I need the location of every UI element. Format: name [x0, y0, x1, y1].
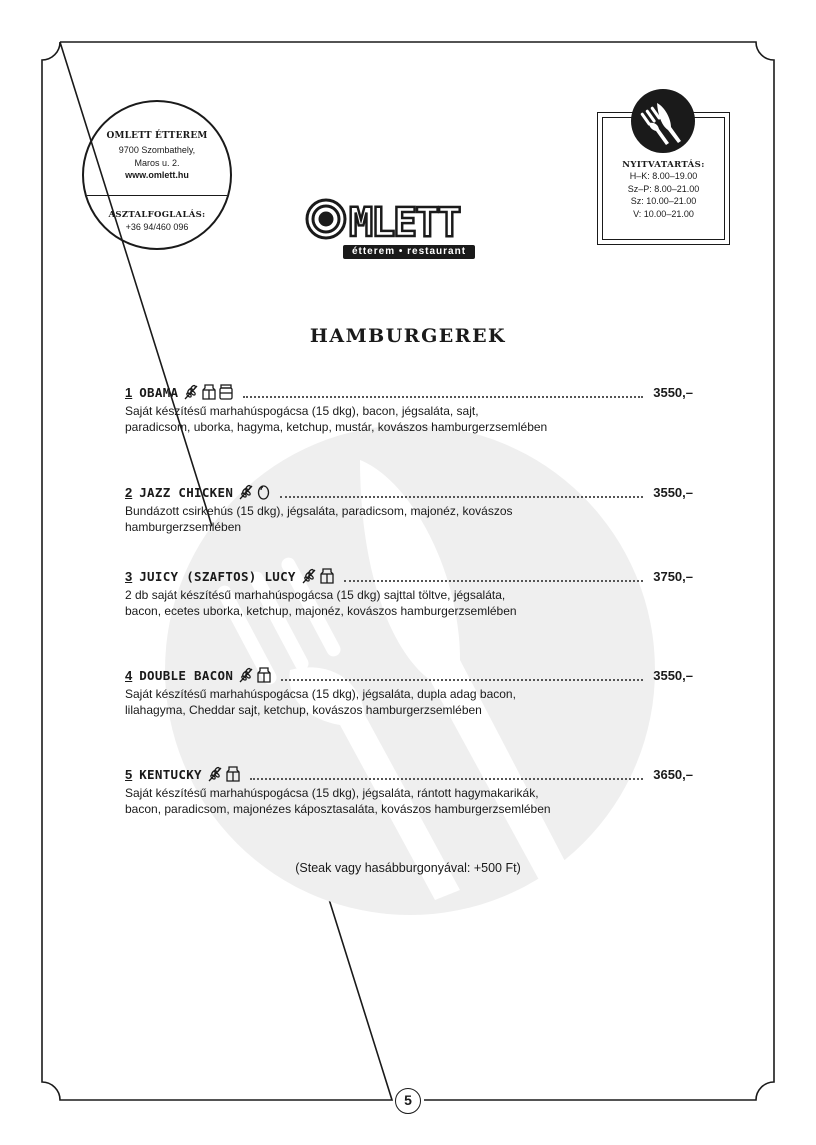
item-name: DOUBLE BACON [139, 667, 234, 683]
description-line: 2 db saját készítésű marhahúspogácsa (15 dkg) sajttal töltve, jégsaláta, [125, 588, 506, 602]
item-number: 2 [125, 484, 133, 500]
address-line: Maros u. 2. [134, 157, 180, 168]
menu-item [125, 666, 693, 718]
item-description [125, 587, 555, 619]
item-number: 5 [125, 766, 133, 782]
egg-icon [257, 484, 270, 500]
item-number: 3 [125, 568, 133, 584]
opening-hours [597, 160, 730, 220]
dot-leader [280, 487, 643, 498]
allergen-icons [301, 568, 334, 584]
description-line: bacon, paradicsom, majonézes káposztasaláta, kovászos hamburgerzsemlében [125, 802, 551, 816]
logo-wordmark [305, 198, 510, 244]
description-line: Saját készítésű marhahúspogácsa (15 dkg), jégsaláta, rántott hagymakarikák, [125, 786, 539, 800]
logo-subtitle: étterem • restaurant [343, 245, 475, 259]
menu-item-header [125, 765, 693, 783]
page-number: 5 [395, 1088, 421, 1114]
item-name: OBAMA [139, 384, 179, 400]
item-number: 1 [125, 384, 133, 400]
menu-item-header [125, 483, 693, 501]
milk-carton-icon [226, 766, 240, 782]
section-title: HAMBURGEREK [309, 325, 507, 347]
logo-text: MLETT [349, 200, 460, 244]
hours-line: V: 10.00–21.00 [633, 208, 694, 219]
item-price: 3550,– [653, 384, 693, 400]
item-name: JAZZ CHICKEN [139, 484, 234, 500]
divider [84, 195, 230, 196]
side-dish-note: (Steak vagy hasábburgonyával: +500 Ft) [295, 861, 521, 875]
hours-line: Sz: 10.00–21.00 [630, 196, 697, 206]
menu-item-header [125, 567, 693, 585]
menu-item [125, 765, 693, 817]
description-line: Saját készítésű marhahúspogácsa (15 dkg), bacon, jégsaláta, sajt, [125, 404, 479, 418]
item-number: 4 [125, 667, 133, 683]
description-line: Saját készítésű marhahúspogácsa (15 dkg), jégsaláta, dupla adag bacon, [125, 687, 516, 701]
wheat-icon [238, 667, 254, 683]
item-price: 3650,– [653, 766, 693, 782]
item-name: JUICY (SZAFTOS) LUCY [139, 568, 296, 584]
item-description [125, 785, 555, 817]
dot-leader [250, 769, 643, 780]
menu-item [125, 383, 693, 435]
menu-item-header [125, 666, 693, 684]
website-link[interactable]: www.omlett.hu [125, 170, 189, 180]
description-line: paradicsom, uborka, hagyma, ketchup, mustár, kovászos hamburgerzsemlében [125, 420, 548, 434]
reservation-phone[interactable]: +36 94/460 096 [125, 222, 189, 232]
allergen-icons [238, 484, 270, 500]
contact-badge [82, 100, 232, 250]
restaurant-address [84, 144, 230, 182]
mustard-jar-icon [219, 384, 233, 400]
restaurant-name: OMLETT ÉTTEREM [106, 131, 208, 141]
description-line: lilahagyma, Cheddar sajt, ketchup, kovászos hamburgerzsemlében [125, 703, 482, 717]
wheat-icon [207, 766, 223, 782]
dot-leader [281, 670, 643, 681]
menu-item [125, 567, 693, 619]
description-line: Bundázott csirkehús (15 dkg), jégsaláta, paradicsom, majonéz, kovászos hamburgerzsemlében [125, 504, 513, 534]
item-price: 3750,– [653, 568, 693, 584]
milk-carton-icon [320, 568, 334, 584]
dot-leader [344, 571, 643, 582]
menu-item-header [125, 383, 693, 401]
item-description [125, 503, 555, 535]
wheat-icon [183, 384, 199, 400]
omlett-logo [305, 198, 510, 262]
menu-item [125, 483, 693, 535]
milk-carton-icon [257, 667, 271, 683]
item-price: 3550,– [653, 484, 693, 500]
dot-leader [243, 387, 643, 398]
milk-carton-icon [202, 384, 216, 400]
item-name: KENTUCKY [139, 766, 202, 782]
reservation-label: ASZTALFOGLALÁS: [108, 210, 206, 220]
item-description [125, 403, 555, 435]
description-line: bacon, ecetes uborka, ketchup, majonéz, kovászos hamburgerzsemlében [125, 604, 517, 618]
allergen-icons [238, 667, 271, 683]
item-description [125, 686, 555, 718]
address-line: 9700 Szombathely, [118, 145, 196, 155]
allergen-icons [183, 384, 233, 400]
item-price: 3550,– [653, 667, 693, 683]
wheat-icon [301, 568, 317, 584]
hours-line: H–K: 8.00–19.00 [629, 171, 698, 181]
fork-knife-icon [631, 89, 695, 153]
hours-line: Sz–P: 8.00–21.00 [627, 183, 700, 194]
opening-hours-title: NYITVATARTÁS: [622, 160, 705, 170]
wheat-icon [238, 484, 254, 500]
allergen-icons [207, 766, 240, 782]
